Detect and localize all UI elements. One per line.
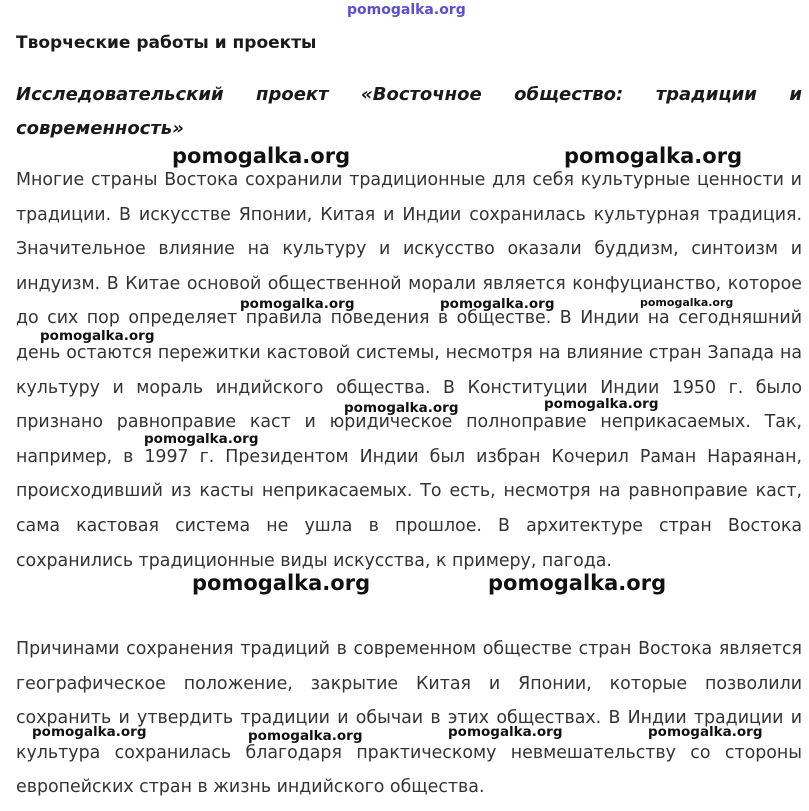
watermark: pomogalka.org [248, 728, 363, 744]
watermark: pomogalka.org [144, 431, 259, 447]
watermark: pomogalka.org [192, 571, 371, 595]
project-title: Исследовательский проект «Восточное общество: традиции и современность» [16, 84, 802, 139]
watermark-top: pomogalka.org [347, 2, 466, 18]
watermark: pomogalka.org [564, 144, 743, 168]
watermark: pomogalka.org [172, 144, 351, 168]
watermark: pomogalka.org [32, 724, 147, 740]
paragraph-2: Причинами сохранения традиций в современном обществе стран Востока является географическое положение, закрытие Китая и Японии, которые позволили сохранить и утвердить традиции и обычаи в этих обществах. В Индии традиции и культура сохранилась благодаря практическому невмешательству со стороны европейских стран в жизнь индийского общества. [16, 639, 802, 798]
watermark: pomogalka.org [640, 296, 734, 309]
watermark: pomogalka.org [544, 396, 659, 412]
watermark: pomogalka.org [488, 571, 667, 595]
section-title: Творческие работы и проекты [16, 33, 317, 53]
watermark: pomogalka.org [648, 724, 763, 740]
paragraph-1: Многие страны Востока сохранили традиционные для себя культурные ценности и традиции. В искусстве Японии, Китая и Индии сохранилась культурная традиция. Значительное влияние на культуру и искусство оказали буддизм, синтоизм и индуизм. В Китае основой общественной морали является конфуцианство, которое до сих пор определяет правила поведения в обществе. В Индии на сегодняшний день остаются пережитки кастовой системы, несмотря на влияние стран Запада на культуру и мораль индийского общества. В Конституции Индии 1950 г. было признано равноправие каст и юридическое полноправие неприкасаемых. Так, например, в 1997 г. Президентом Индии был избран Кочерил Раман Нараянан, происходивший из касты неприкасаемых. То есть, несмотря на равноправие каст, сама кастовая система не ушла в прошлое. В архитектуре стран Востока сохранились традиционные виды искусства, к примеру, пагода. [16, 170, 802, 571]
watermark: pomogalka.org [40, 328, 155, 344]
watermark: pomogalka.org [344, 400, 459, 416]
watermark: pomogalka.org [240, 296, 355, 312]
watermark: pomogalka.org [448, 724, 563, 740]
watermark: pomogalka.org [440, 296, 555, 312]
